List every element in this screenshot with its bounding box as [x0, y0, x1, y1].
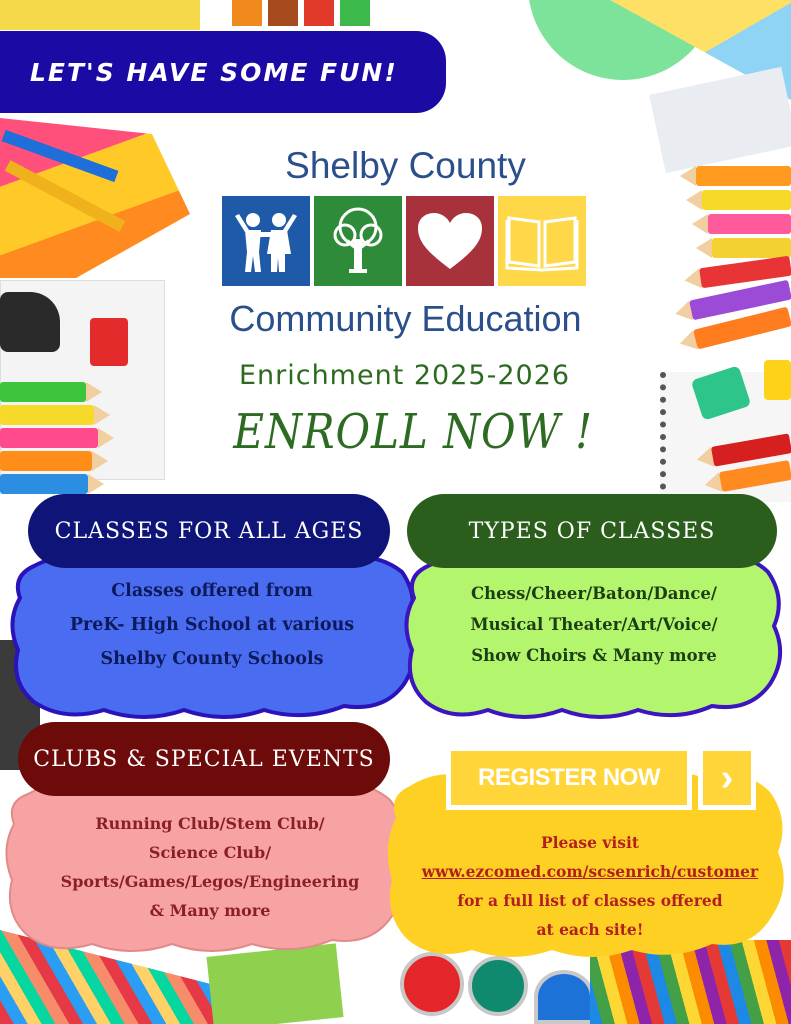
logo-tile-book	[498, 196, 586, 286]
enroll-now-heading: ENROLL NOW !	[233, 404, 593, 460]
heart-icon	[416, 211, 484, 271]
decor-pencil-l5	[0, 474, 88, 494]
decor-paperclips	[0, 0, 200, 30]
types-of-classes-title-text: TYPES OF CLASSES	[468, 518, 716, 544]
logo-tile-children	[222, 196, 310, 286]
chevron-right-icon: ›	[720, 756, 734, 799]
types-of-classes-body	[418, 578, 770, 671]
register-now-label: REGISTER NOW	[477, 764, 660, 791]
book-icon	[505, 210, 579, 272]
clubs-events-title	[18, 722, 390, 796]
types-of-classes-line-3: Show Choirs & Many more	[471, 646, 717, 665]
classes-all-ages-title-text: CLASSES FOR ALL AGES	[54, 518, 364, 544]
clubs-events-line-1: Running Club/Stem Club/	[95, 814, 325, 833]
types-of-classes-line-1: Chess/Cheer/Baton/Dance/	[471, 584, 717, 603]
register-now-button[interactable]	[446, 746, 692, 810]
decor-pencil-r4	[712, 238, 791, 258]
register-body	[408, 828, 772, 944]
logo-tile-heart	[406, 196, 494, 286]
register-line-3: for a full list of classes offered	[457, 891, 723, 910]
fun-banner-text: LET'S HAVE SOME FUN!	[30, 57, 398, 87]
fun-banner	[0, 31, 446, 113]
logo-tile-tree	[314, 196, 402, 286]
types-of-classes-title	[407, 494, 777, 568]
children-icon	[231, 206, 301, 276]
clubs-events-title-text: CLUBS & SPECIAL EVENTS	[33, 746, 375, 772]
classes-all-ages-line-2: PreK- High School at various	[69, 615, 355, 635]
decor-markers-top	[232, 0, 412, 26]
register-url-link[interactable]: www.ezcomed.com/scsenrich/customer	[421, 862, 759, 881]
decor-pencil-r3	[708, 214, 791, 234]
register-arrow-button[interactable]	[698, 746, 756, 810]
clubs-events-line-2: Science Club/	[148, 843, 272, 862]
classes-all-ages-title	[28, 494, 390, 568]
clubs-events-line-4: & Many more	[149, 901, 271, 920]
register-group	[446, 746, 756, 810]
enrichment-year: Enrichment 2025-2026	[238, 360, 571, 391]
types-of-classes-line-2: Musical Theater/Art/Voice/	[470, 615, 718, 634]
logo-top-text: Shelby County	[285, 145, 526, 186]
tree-icon	[323, 205, 393, 277]
decor-pencil-r2	[702, 190, 791, 210]
logo-bottom-text: Community Education	[229, 298, 582, 339]
classes-all-ages-body	[40, 574, 384, 676]
clubs-events-body	[24, 809, 396, 925]
register-line-1: Please visit	[540, 833, 640, 852]
logo-tiles	[222, 196, 586, 286]
decor-paint-blue	[534, 970, 594, 1024]
classes-all-ages-line-1: Classes offered from	[111, 581, 313, 601]
clubs-events-line-3: Sports/Games/Legos/Engineering	[60, 872, 360, 891]
classes-all-ages-line-3: Shelby County Schools	[100, 649, 324, 669]
register-line-4: at each site!	[536, 920, 644, 939]
